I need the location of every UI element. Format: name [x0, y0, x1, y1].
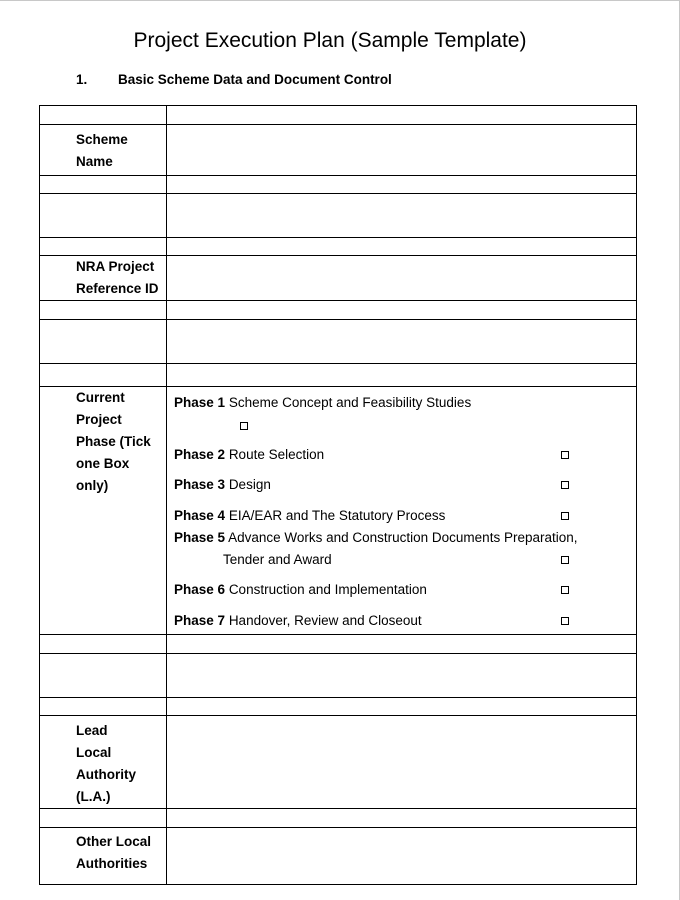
section-heading [76, 72, 392, 87]
lead-local-authority-label: Lead Local Authority (L.A.) [76, 723, 136, 804]
checkbox-icon[interactable] [561, 451, 569, 459]
phase-7-text: Handover, Review and Closeout [228, 613, 422, 628]
checkbox-icon[interactable] [561, 617, 569, 625]
phase-list [167, 387, 636, 632]
current-project-phase-row [40, 387, 637, 635]
phase-4-text: EIA/EAR and The Statutory Process [228, 508, 446, 523]
phase-4-prefix: Phase 4 [174, 508, 226, 523]
scheme-name-label: Scheme Name [76, 132, 128, 169]
checkbox-icon[interactable] [561, 586, 569, 594]
spacer-row [40, 364, 637, 387]
phase-5-continuation [174, 549, 636, 571]
spacer-row [40, 809, 637, 828]
blank-field[interactable] [167, 320, 637, 364]
blank-row [40, 654, 637, 698]
scheme-name-field[interactable] [167, 125, 637, 176]
checkbox-icon[interactable] [240, 422, 248, 430]
phase-7 [174, 610, 636, 632]
phase-6-prefix: Phase 6 [174, 582, 226, 597]
spacer-row [40, 106, 637, 125]
spacer-row [40, 698, 637, 716]
nra-project-reference-field[interactable] [167, 256, 637, 301]
spacer-row [40, 238, 637, 256]
phase-1-prefix: Phase 1 [174, 395, 226, 410]
phase-3-prefix: Phase 3 [174, 477, 226, 492]
phase-5-prefix: Phase 5 [174, 530, 226, 545]
current-project-phase-label: Current Project Phase (Tick one Box only) [76, 390, 151, 493]
other-local-authorities-field[interactable] [167, 828, 637, 885]
spacer-row [40, 635, 637, 654]
phase-6 [174, 579, 636, 601]
spacer-row [40, 301, 637, 320]
nra-project-reference-row [40, 256, 637, 301]
scheme-name-row [40, 125, 637, 176]
blank-field[interactable] [167, 194, 637, 238]
checkbox-icon[interactable] [561, 481, 569, 489]
phase-1-text: Scheme Concept and Feasibility Studies [228, 395, 472, 410]
phase-5 [174, 527, 636, 549]
phase-5-continuation-text: Tender and Award [223, 552, 332, 567]
nra-project-reference-label: NRA Project Reference ID [76, 259, 159, 296]
checkbox-icon[interactable] [561, 512, 569, 520]
phase-1-checkbox-row [174, 414, 636, 436]
section-title: Basic Scheme Data and Document Control [118, 72, 392, 87]
phase-5-text: Advance Works and Construction Documents Preparation, [228, 530, 578, 545]
phase-3 [174, 474, 636, 496]
phase-1 [174, 392, 636, 414]
lead-local-authority-field[interactable] [167, 716, 637, 809]
phase-2 [174, 444, 636, 466]
lead-local-authority-row [40, 716, 637, 809]
other-local-authorities-row [40, 828, 637, 885]
phase-4 [174, 505, 636, 527]
phase-7-prefix: Phase 7 [174, 613, 226, 628]
blank-row [40, 320, 637, 364]
section-number: 1. [76, 72, 88, 87]
other-local-authorities-label: Other Local Authorities [76, 834, 152, 871]
spacer-row [40, 176, 637, 194]
blank-field[interactable] [167, 654, 637, 698]
phase-2-text: Route Selection [228, 447, 325, 462]
phase-6-text: Construction and Implementation [228, 582, 427, 597]
page-title: Project Execution Plan (Sample Template) [133, 29, 527, 52]
scheme-data-table [39, 105, 637, 885]
blank-row [40, 194, 637, 238]
phase-3-text: Design [228, 477, 271, 492]
phase-2-prefix: Phase 2 [174, 447, 226, 462]
checkbox-icon[interactable] [561, 556, 569, 564]
